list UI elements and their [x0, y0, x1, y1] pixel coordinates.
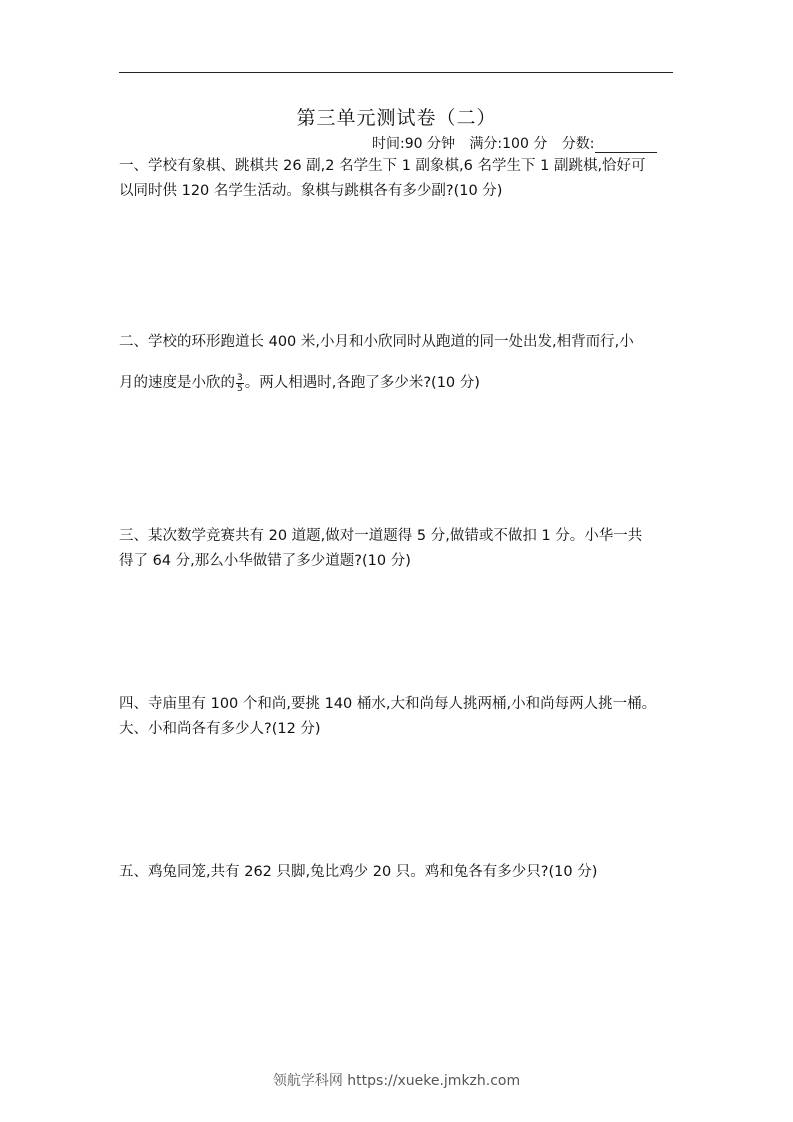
question-5 [119, 860, 675, 885]
fraction-numerator: 3 [237, 372, 243, 383]
time-limit: 时间:90 分钟 [372, 136, 455, 152]
score-label: 分数: [561, 136, 595, 152]
page-title: 第三单元测试卷（二） [296, 107, 497, 129]
question-2 [119, 330, 675, 396]
question-text-line: 三、某次数学竞赛共有 20 道题,做对一道题得 5 分,做错或不做扣 1 分。小华一共 [119, 528, 643, 544]
header-rule [119, 72, 673, 73]
fraction-denominator: 5 [237, 383, 243, 394]
question-text-line: 四、寺庙里有 100 个和尚,要挑 140 桶水,大和尚每人挑两桶,小和尚每两人挑一桶。 [119, 696, 657, 712]
question-text-line: 二、学校的环形跑道长 400 米,小月和小欣同时从跑道的同一处出发,相背而行,小 [119, 334, 634, 350]
question-text-segment: 月的速度是小欣的 [119, 375, 235, 391]
question-text-line: 五、鸡兔同笼,共有 262 只脚,兔比鸡少 20 只。鸡和兔各有多少只?(10 分) [119, 864, 598, 880]
question-text-line: 一、学校有象棋、跳棋共 26 副,2 名学生下 1 副象棋,6 名学生下 1 副跳棋,恰好可 [119, 158, 646, 174]
question-1 [119, 154, 675, 204]
question-3 [119, 524, 675, 574]
footer-watermark: 领航学科网 https://xueke.jmkzh.com [272, 1073, 521, 1089]
question-text-line: 得了 64 分,那么小华做错了多少道题?(10 分) [119, 553, 411, 569]
score-blank [595, 137, 657, 153]
question-text-segment: 。两人相遇时,各跑了多少米?(10 分) [244, 375, 480, 391]
full-score: 满分:100 分 [469, 136, 548, 152]
question-text-line: 大、小和尚各有多少人?(12 分) [119, 721, 321, 737]
fraction [236, 373, 244, 394]
question-text-line [119, 371, 675, 396]
exam-meta [372, 133, 657, 153]
question-text-line: 以同时供 120 名学生活动。象棋与跳棋各有多少副?(10 分) [119, 183, 503, 199]
question-4 [119, 692, 675, 742]
